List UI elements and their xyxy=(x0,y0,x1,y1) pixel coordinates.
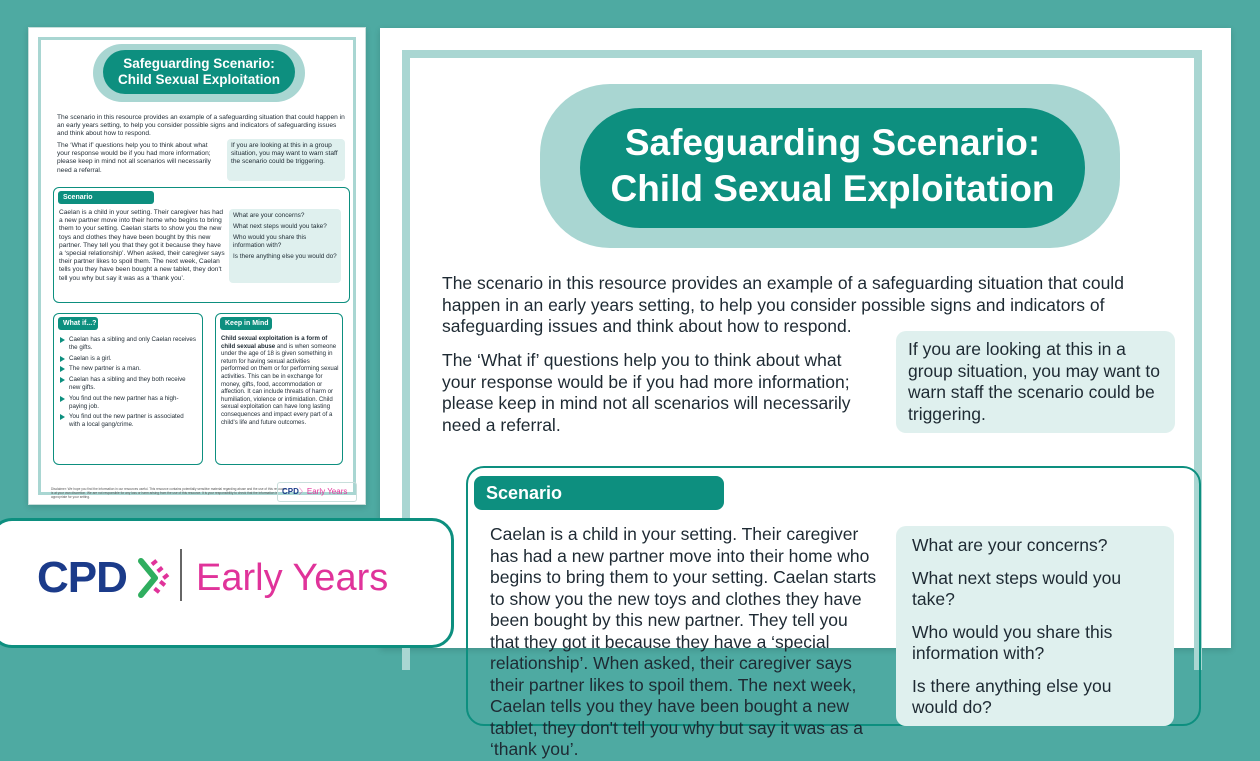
thumbnail-logo-cpd: CPD xyxy=(282,487,299,496)
thumbnail-whatif-box xyxy=(53,313,203,465)
page-title-line1: Safeguarding Scenario: xyxy=(624,122,1041,163)
brand-divider xyxy=(180,549,182,601)
thumbnail-page xyxy=(28,27,366,505)
list-item: Caelan is a girl. xyxy=(60,355,196,363)
thumbnail-title xyxy=(103,50,295,94)
thumbnail-whatif-list xyxy=(60,336,196,432)
thumbnail-keep-in-mind-box xyxy=(215,313,343,465)
brand-early-years: Early Years xyxy=(196,557,389,599)
thumbnail-question: What next steps would you take? xyxy=(233,223,327,230)
thumbnail-title-line1: Safeguarding Scenario: xyxy=(123,56,275,71)
question-item: What next steps would you take? xyxy=(912,567,1122,609)
main-page xyxy=(380,28,1231,759)
thumbnail-scenario-text: Caelan is a child in your setting. Their caregiver has had a new partner move into their home who begins to bring them to your setting. Caelan starts to show you the new toys and clothes they have been bought by this new partner. They tell you that they got it because they have a ‘special relationship’. When asked, their caregiver says their partner likes to spoil them. The next week, Caelan tells you they have been bought a new tablet, they don't tell you why but say it was as a ‘thank you’. xyxy=(59,209,225,282)
question-item: Is there anything else you would do? xyxy=(912,675,1112,717)
list-item: You find out the new partner has a high-paying job. xyxy=(60,395,196,411)
scenario-text: Caelan is a child in your setting. Their caregiver has had a new partner move into their home who begins to bring them to your setting. Caelan starts to show you the new toys and clothes they have been bought by this new partner. They tell you that they got it because they have a ‘special relationship’. When asked, their caregiver says their partner likes to spoil them. The next week, Caelan tells you they have been bought a new tablet, they don't tell you why but say it was as a ‘thank you’. xyxy=(490,524,877,759)
list-item: You find out the new partner is associated with a local gang/crime. xyxy=(60,413,196,429)
scenario-heading: Scenario xyxy=(474,476,724,510)
keep-body-text: and is when someone under the age of 18 is given something in return for having sexual activities performed on them or for performing sexual activities. This can be in exchange for money, gifts, food, accommodation or affection. It can include threats of harm or humiliation, violence or intimidation. Child sexual exploitation can have long lasting consequences and impact every part of a child's life and future outcomes. xyxy=(221,342,339,426)
thumbnail-question: Is there anything else you would do? xyxy=(233,253,337,260)
thumbnail-border xyxy=(38,37,356,499)
brand-card xyxy=(0,518,454,648)
thumbnail-question: What are your concerns? xyxy=(233,212,305,219)
main-page-border xyxy=(402,50,1202,759)
question-item: Who would you share this information with? xyxy=(912,621,1113,663)
thumbnail-scenario-box xyxy=(53,187,350,303)
question-item: What are your concerns? xyxy=(912,535,1108,555)
list-item: Caelan has a sibling and they both receive new gifts. xyxy=(60,376,196,392)
list-item: Caelan has a sibling and only Caelan receives the gifts. xyxy=(60,336,196,352)
thumbnail-whatif-heading: What if...? xyxy=(58,317,98,330)
thumbnail-disclaimer: Disclaimer: We hope you find the information in our resources useful. This resource contains potentially sensitive material regarding abuse and the use of this resource is at your own discretion. We are not responsible for any loss or harm arising from the use of this resource. It is your responsibility to check that the information is appropriate for your setting. xyxy=(51,487,287,499)
thumbnail-group-note: If you are looking at this in a group situation, you may want to warn staff the scenario could be triggering. xyxy=(227,139,345,181)
keep-bold-text: Child sexual exploitation is a form of child sexual abuse xyxy=(221,335,328,350)
group-note: If you are looking at this in a group situation, you may want to warn staff the scenario could be triggering. xyxy=(896,331,1175,433)
thumbnail-logo-ey: Early Years xyxy=(306,487,348,496)
thumbnail-question: Who would you share this information with? xyxy=(233,234,307,249)
thumbnail-whatif-intro: The ‘What if’ questions help you to think about what your response would be if you had more information; please keep in mind not all scenarios will necessarily need a referral. xyxy=(57,142,211,174)
thumbnail-logo-arrow-icon: 〉 xyxy=(298,487,307,496)
thumbnail-intro: The scenario in this resource provides an example of a safeguarding situation that could happen in an early years setting, to help you consider possible signs and indicators of safeguarding issues and think about how to respond. xyxy=(57,114,345,138)
chevron-right-icon xyxy=(137,557,173,599)
whatif-paragraph: The ‘What if’ questions help you to think about what your response would be if you had more information; please keep in mind not all scenarios will necessarily need a referral. xyxy=(442,350,851,435)
scenario-box xyxy=(466,466,1201,759)
page-title-line2: Child Sexual Exploitation xyxy=(610,168,1055,209)
question-box xyxy=(896,526,1174,726)
thumbnail-keep-heading: Keep in Mind xyxy=(220,317,272,330)
brand-cpd-logo: CPD xyxy=(37,553,127,602)
thumbnail-question-box xyxy=(229,209,341,283)
intro-paragraph: The scenario in this resource provides an example of a safeguarding situation that could happen in an early years setting, to help you consider possible signs and indicators of safeguarding issues and think about how to respond. xyxy=(442,273,1124,336)
thumbnail-title-line2: Child Sexual Exploitation xyxy=(117,72,281,87)
thumbnail-keep-text xyxy=(221,335,339,426)
thumbnail-scenario-heading: Scenario xyxy=(58,191,154,204)
page-title xyxy=(580,108,1085,228)
thumbnail-logo xyxy=(277,482,357,502)
list-item: The new partner is a man. xyxy=(60,365,196,373)
